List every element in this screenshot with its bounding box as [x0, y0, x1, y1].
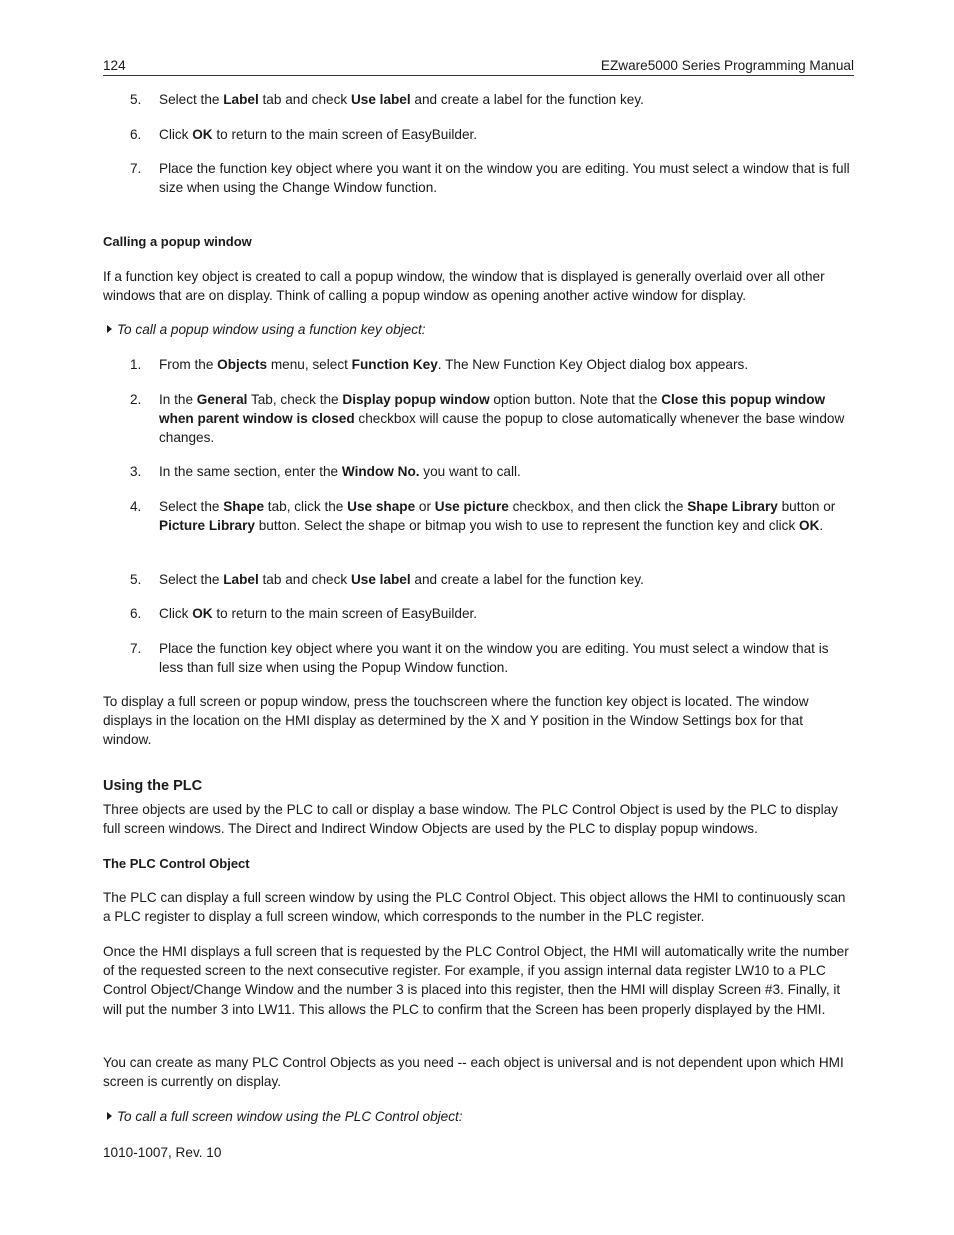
step-text-run: Click	[159, 606, 193, 621]
step-text-run: tab and check	[258, 92, 351, 107]
bold-term: Window No.	[341, 464, 420, 479]
step-text-run: checkbox, and then click the	[508, 499, 688, 514]
bold-term: OK	[192, 606, 213, 621]
step-text-run: Select the	[159, 572, 224, 587]
step-text-run: checkbox will cause the popup to close automatically whenever the base window changes.	[159, 411, 845, 446]
popup-heading: Calling a popup window	[103, 234, 252, 249]
bold-term: Shape	[223, 499, 265, 514]
step-text-run: From the	[159, 357, 218, 372]
plc-section-heading: Using the PLC	[103, 778, 203, 794]
plc-procedure-title	[103, 1107, 463, 1126]
procedure-title-text: To call a full screen window using the PLC Control object:	[117, 1109, 463, 1124]
step-number: 2.	[130, 392, 142, 407]
step-text	[159, 90, 854, 109]
step-number: 6.	[130, 127, 142, 142]
step-text-run: and create a label for the function key.	[410, 92, 644, 107]
step-number: 1.	[130, 357, 142, 372]
step-text-run: Select the	[159, 92, 224, 107]
step-text	[159, 570, 854, 589]
popup-procedure-title	[103, 320, 426, 339]
triangle-bullet-icon	[107, 325, 112, 333]
bold-term: OK	[192, 127, 213, 142]
step-number: 6.	[130, 606, 142, 621]
step-text	[159, 159, 854, 197]
step-text-run: button or	[777, 499, 836, 514]
step-text	[159, 355, 854, 374]
bold-term: Use label	[350, 92, 411, 107]
step-text-run: tab and check	[258, 572, 351, 587]
bold-term: Shape Library	[687, 499, 778, 514]
page-footer: 1010-1007, Rev. 10	[103, 1145, 222, 1160]
step-number: 4.	[130, 499, 142, 514]
plc-intro: Three objects are used by the PLC to call or display a base window. The PLC Control Object is used by the PLC to display full screen windows. The Direct and Indirect Window Objects are used by the PLC to display popup windows.	[103, 802, 838, 837]
bold-term: Use picture	[434, 499, 509, 514]
bold-term: Function Key	[351, 357, 438, 372]
step-text-run: Place the function key object where you want it on the window you are editing. You must select a window that is full size when using the Change Window function.	[159, 161, 850, 196]
popup-intro: If a function key object is created to call a popup window, the window that is displayed is generally overlaid over all other windows that are on display. Think of calling a popup window as opening another active window for display.	[103, 269, 825, 304]
bold-term: OK	[799, 518, 820, 534]
page-header	[103, 57, 854, 76]
step-text-run: Click	[159, 127, 193, 142]
plc-paragraph-1: The PLC can display a full screen window by using the PLC Control Object. This object allows the HMI to continuously scan a PLC register to display a full screen window, which corresponds to the number in the PLC register.	[103, 890, 846, 925]
popup-closing-paragraph: To display a full screen or popup window, press the touchscreen where the function key object is located. The window displays in the location on the HMI display as determined by the X and Y position in the Window Settings box for that window.	[103, 694, 809, 748]
bold-term: General	[196, 392, 248, 407]
step-text	[159, 497, 854, 535]
step-number: 5.	[130, 572, 142, 587]
bold-term: Picture Library	[159, 518, 255, 534]
bold-term: Use shape	[347, 499, 416, 514]
step-text-run: In the	[159, 392, 197, 407]
step-text	[159, 390, 854, 448]
step-text-run: button. Select the shape or bitmap you wish to use to represent the function key and click	[254, 518, 800, 534]
step-number: 3.	[130, 464, 142, 479]
step-text	[159, 639, 854, 677]
step-text-run: you want to call.	[419, 464, 521, 479]
plc-control-object-heading: The PLC Control Object	[103, 856, 250, 871]
step-text-run: In the same section, enter the	[159, 464, 342, 479]
triangle-bullet-icon	[107, 1112, 112, 1120]
step-text-run: Tab, check the	[247, 392, 343, 407]
page-number: 124	[103, 58, 126, 73]
step-text	[159, 125, 854, 144]
step-text-run: to return to the main screen of EasyBuilder.	[212, 606, 478, 621]
bold-term: Objects	[217, 357, 268, 372]
step-number: 5.	[130, 92, 142, 107]
step-text-run: and create a label for the function key.	[410, 572, 644, 587]
bold-term: Label	[223, 572, 259, 587]
manual-title: EZware5000 Series Programming Manual	[600, 58, 854, 73]
document-page	[103, 0, 854, 1235]
bold-term: Use label	[350, 572, 411, 587]
bold-term: Label	[223, 92, 259, 107]
step-text-run: Place the function key object where you want it on the window you are editing. You must select a window that is less than full size when using the Popup Window function.	[159, 641, 829, 676]
step-text-run: Select the	[159, 499, 224, 514]
step-text-run: tab, click the	[264, 499, 348, 514]
step-text-run: .	[819, 518, 824, 534]
step-text-run: . The New Function Key Object dialog box appears.	[437, 357, 749, 372]
step-text-run: to return to the main screen of EasyBuilder.	[212, 127, 478, 142]
plc-paragraph-2: Once the HMI displays a full screen that is requested by the PLC Control Object, the HMI will automatically write the number of the requested screen to the next consecutive register. For example, if you assign internal data register LW10 to a PLC Control Object/Change Window and the number 3 is placed into this register, then the HMI will display Screen #3. Finally, it will put the number 3 into LW11. This allows the PLC to confirm that the Screen has been properly displayed by the HMI.	[103, 944, 849, 1017]
bold-term: Display popup window	[342, 392, 490, 407]
bold-term: Close this popup window when parent window is closed	[159, 392, 826, 427]
plc-paragraph-3: You can create as many PLC Control Objects as you need -- each object is universal and is not dependent upon which HMI screen is currently on display.	[103, 1055, 844, 1090]
step-text-run: option button. Note that the	[489, 392, 662, 407]
procedure-title-text: To call a popup window using a function key object:	[117, 322, 426, 337]
step-number: 7.	[130, 161, 142, 176]
step-text	[159, 604, 854, 623]
step-text-run: menu, select	[267, 357, 352, 372]
step-text	[159, 462, 854, 481]
step-number: 7.	[130, 641, 142, 656]
step-text-run: or	[415, 499, 435, 514]
